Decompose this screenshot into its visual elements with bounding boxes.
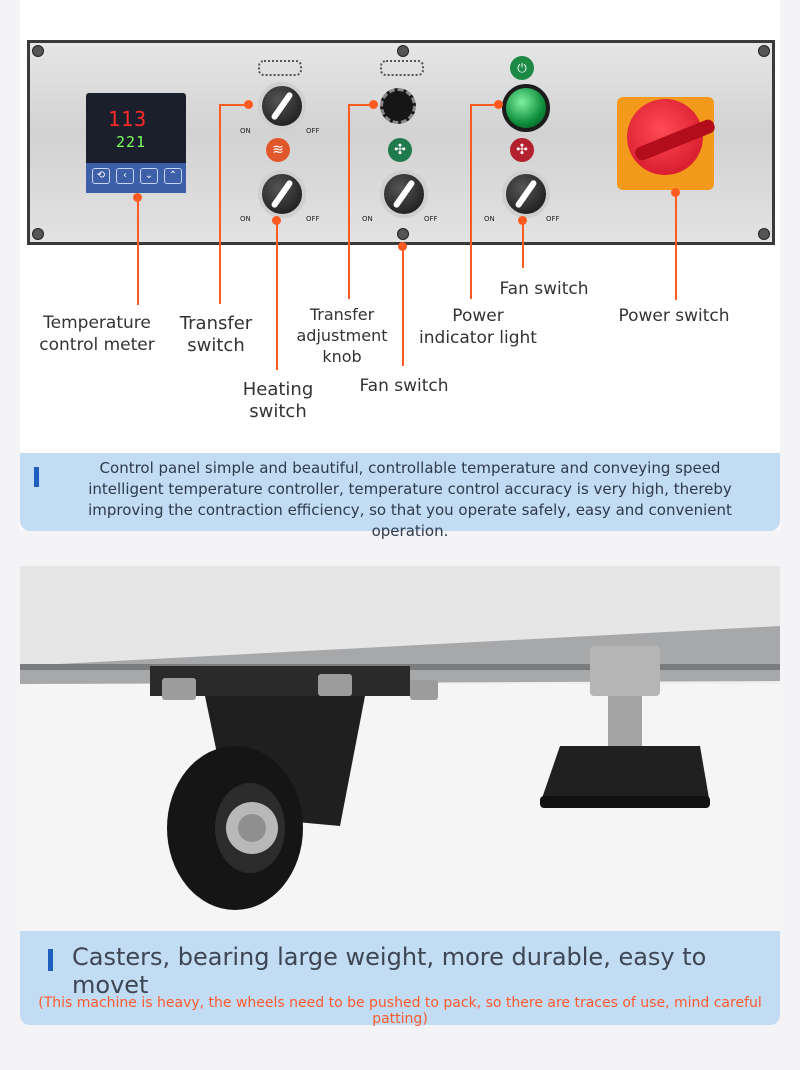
- meter-sv-display: 221: [116, 133, 147, 151]
- screw-icon: [32, 228, 44, 240]
- casters-banner: [20, 931, 780, 1025]
- up-arrow-icon[interactable]: ⌃: [164, 168, 182, 184]
- off-mark: OFF: [306, 127, 320, 135]
- off-mark: OFF: [424, 215, 438, 223]
- fan-switch-knob[interactable]: [502, 170, 550, 218]
- set-key-icon[interactable]: ⟲: [92, 168, 110, 184]
- leader-line: [137, 197, 139, 305]
- temperature-control-meter: [86, 93, 186, 193]
- description-text: Control panel simple and beautiful, controllable temperature and conveying speed intelligent temperature controller, temperature control accuracy is very high, thereby improving the contraction efficiency, so that you operate safely, easy and convenient operation.: [88, 459, 732, 540]
- accent-marker: [34, 467, 39, 487]
- transfer-switch-knob[interactable]: [258, 82, 306, 130]
- label-power-switch: Power switch: [618, 306, 730, 326]
- leader-line: [470, 104, 498, 106]
- casters-illustration: [20, 566, 780, 931]
- screw-icon: [758, 45, 770, 57]
- meter-keypad: [86, 163, 186, 193]
- fan-switch-knob[interactable]: [380, 170, 428, 218]
- label-temperature-control-meter: Temperature control meter: [39, 313, 155, 355]
- label-power-indicator-light: Power indicator light: [419, 306, 537, 348]
- off-mark: OFF: [546, 215, 560, 223]
- leader-line: [470, 104, 472, 299]
- meter-pv-display: 113: [108, 107, 148, 131]
- fan-icon: ✣: [388, 138, 412, 162]
- screw-icon: [397, 45, 409, 57]
- leader-line: [402, 246, 404, 366]
- on-mark: ON: [240, 127, 251, 135]
- power-switch[interactable]: [617, 97, 714, 190]
- label-fan-switch-left: Fan switch: [359, 376, 449, 396]
- leader-line: [276, 220, 278, 370]
- heating-icon: ≋: [266, 138, 290, 162]
- casters-note: (This machine is heavy, the wheels need to be pushed to pack, so there are traces of use, mind careful patting): [38, 995, 762, 1027]
- screw-icon: [397, 228, 409, 240]
- description-banner: [20, 453, 780, 540]
- off-mark: OFF: [306, 215, 320, 223]
- power-indicator-light: [502, 84, 550, 132]
- on-mark: ON: [484, 215, 495, 223]
- leader-line: [522, 220, 524, 268]
- label-transfer-adjustment-knob: Transfer adjustment knob: [296, 305, 388, 366]
- transfer-adjustment-knob[interactable]: [380, 88, 416, 124]
- left-arrow-icon[interactable]: ‹: [116, 168, 134, 184]
- on-mark: ON: [240, 215, 251, 223]
- conveyor-chain-icon: [258, 60, 302, 76]
- on-mark: ON: [362, 215, 373, 223]
- screw-icon: [758, 228, 770, 240]
- fan-icon: ✣: [510, 138, 534, 162]
- leader-line: [348, 104, 372, 106]
- leader-line: [219, 104, 221, 304]
- casters-title: Casters, bearing large weight, more durable, easy to movet: [72, 943, 707, 999]
- accent-marker: [48, 949, 53, 971]
- down-arrow-icon[interactable]: ⌄: [140, 168, 158, 184]
- screw-icon: [32, 45, 44, 57]
- heating-switch-knob[interactable]: [258, 170, 306, 218]
- conveyor-speed-icon: [380, 60, 424, 76]
- power-switch-dial[interactable]: [627, 99, 703, 175]
- power-icon: ⏻: [510, 56, 534, 80]
- label-fan-switch-right: Fan switch: [499, 279, 589, 299]
- label-heating-switch: Heating switch: [242, 379, 314, 422]
- leader-line: [675, 192, 677, 300]
- casters-photo: [20, 566, 780, 931]
- leader-line: [219, 104, 249, 106]
- label-transfer-switch: Transfer switch: [179, 313, 253, 356]
- leader-line: [348, 104, 350, 299]
